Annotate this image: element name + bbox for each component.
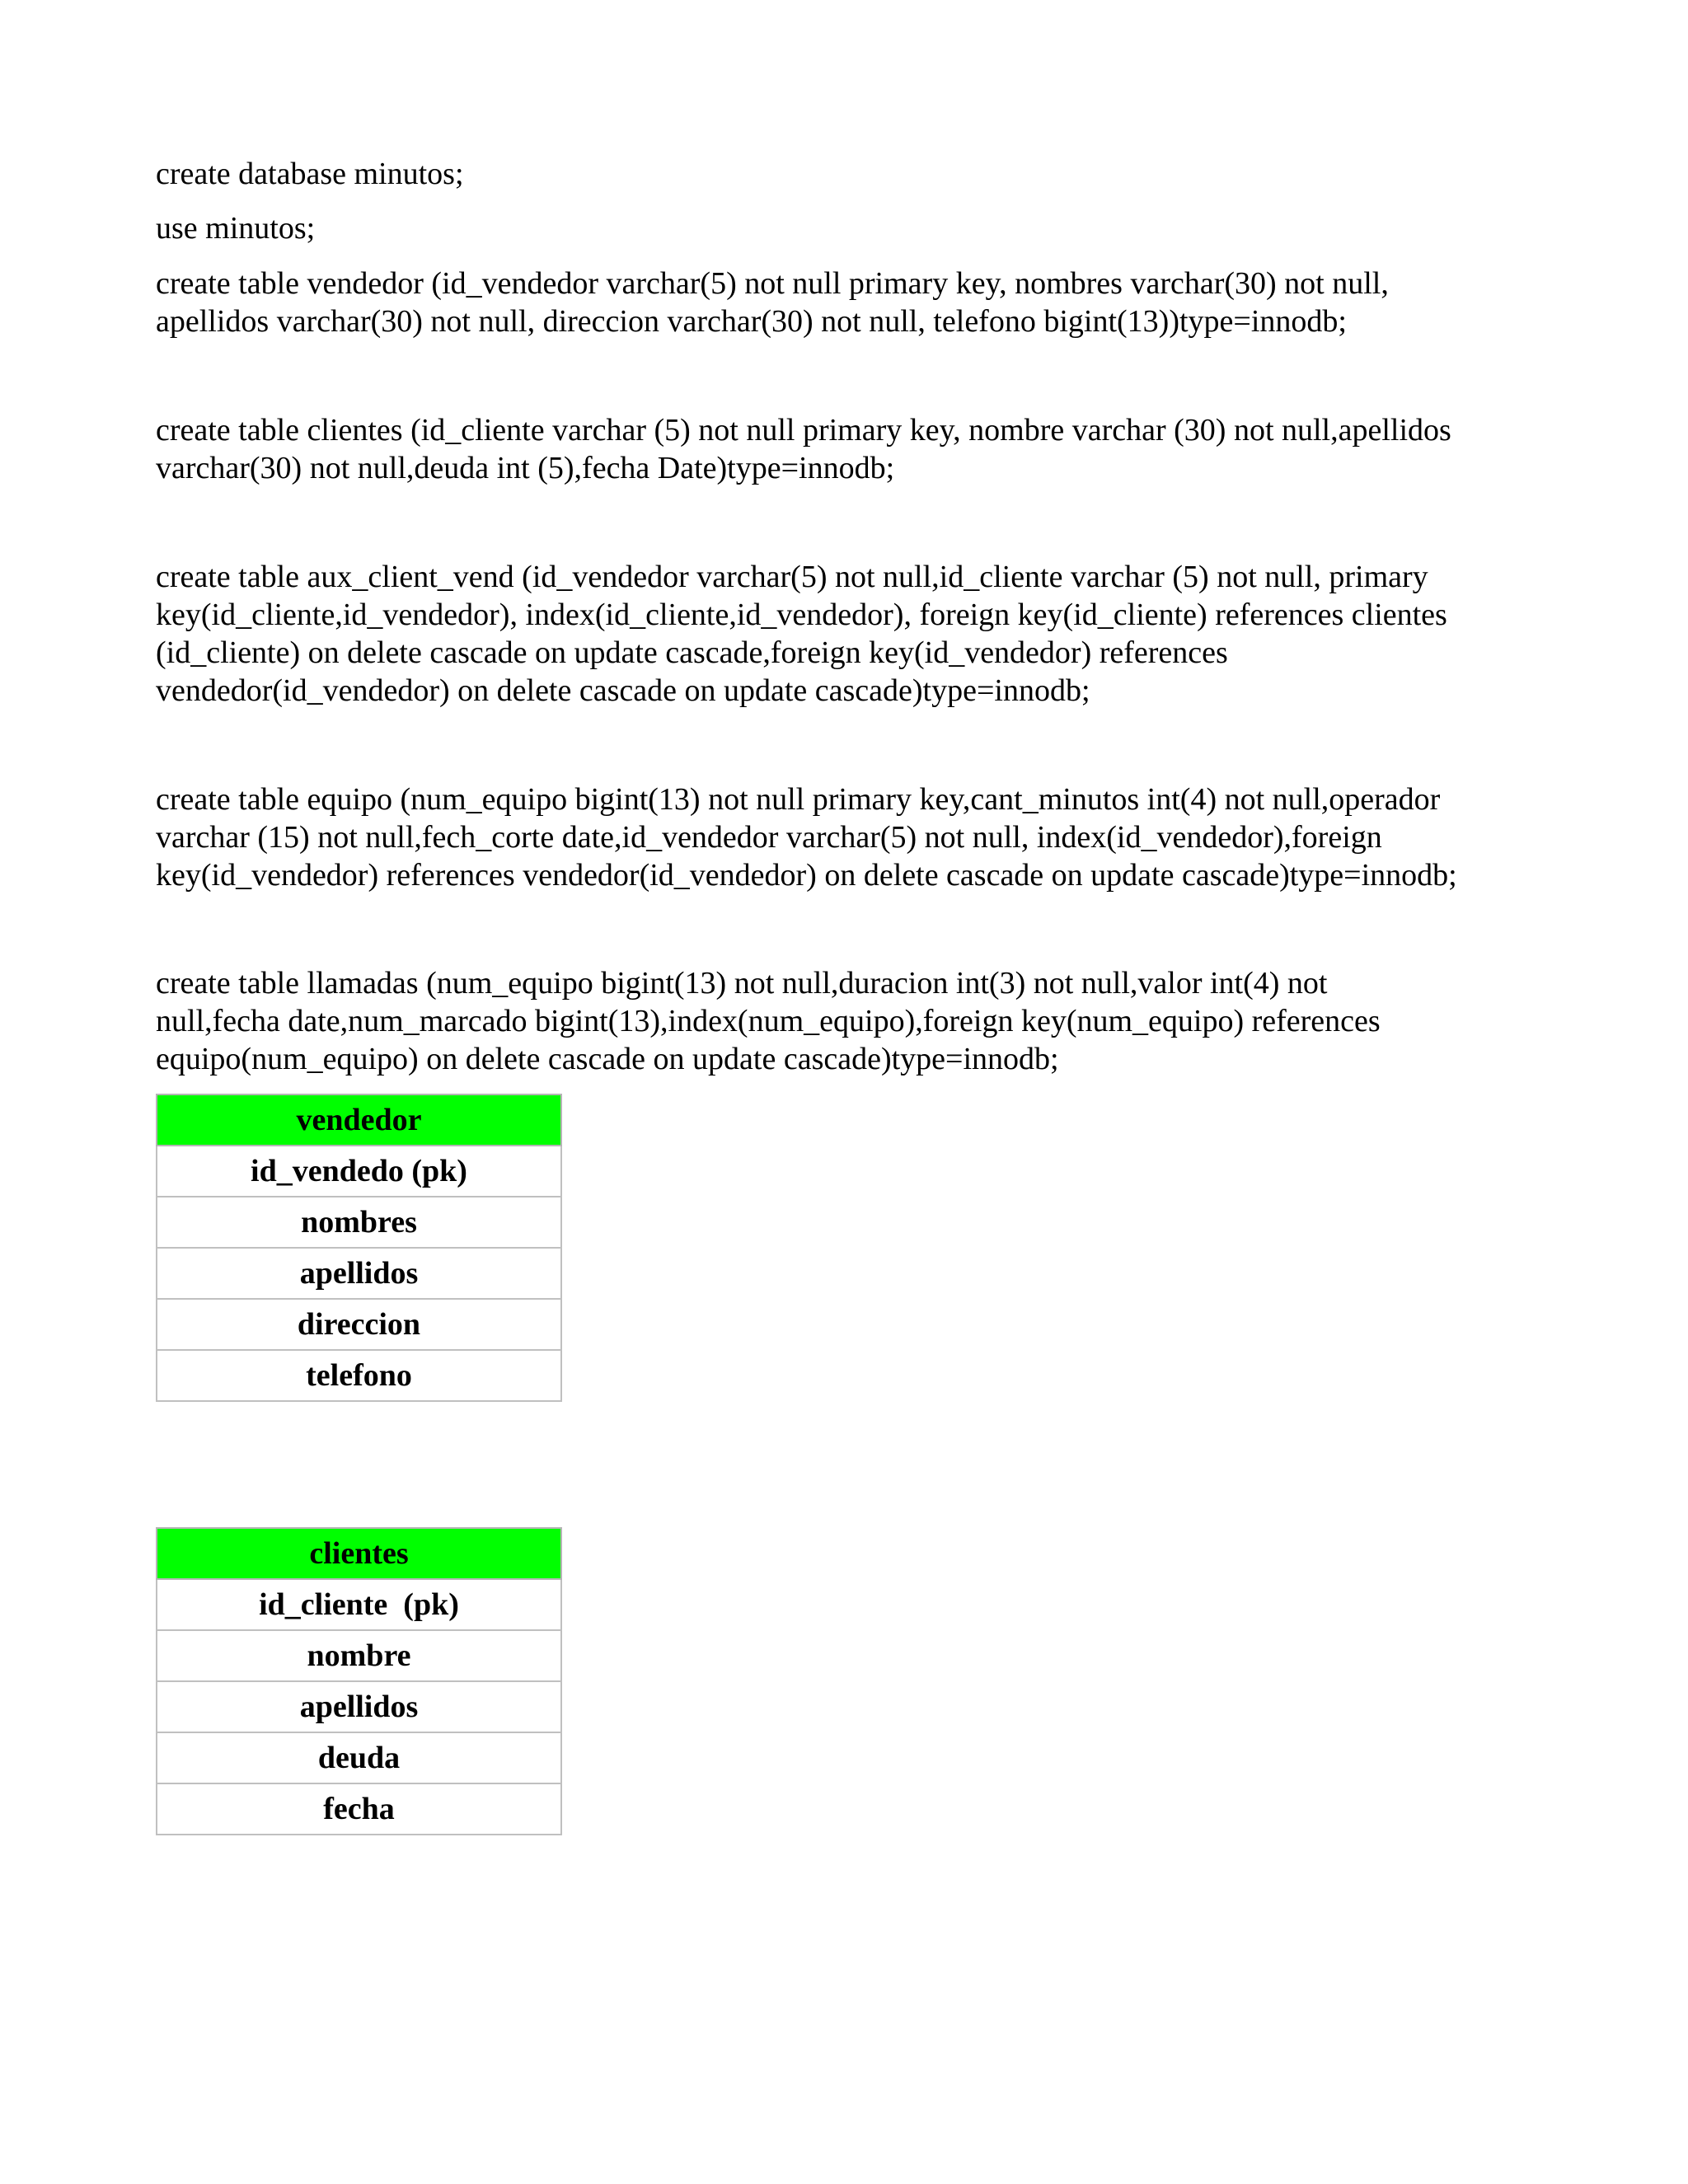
table-row xyxy=(157,1732,561,1783)
table-cell: id_vendedo (pk) xyxy=(157,1146,561,1197)
sql-line: create table equipo (num_equipo bigint(13) not null primary key,cant_minutos int(4) not null,operador xyxy=(156,782,1441,817)
sql-line: create table vendedor (id_vendedor varchar(5) not null primary key, nombres varchar(30) not null, xyxy=(156,266,1389,301)
table-row xyxy=(157,1146,561,1197)
sql-line: (id_cliente) on delete cascade on update cascade,foreign key(id_vendedor) references xyxy=(156,635,1228,670)
table-row xyxy=(157,1783,561,1835)
table-row xyxy=(157,1579,561,1630)
sql-line: create database minutos; xyxy=(156,157,464,191)
table-cell: telefono xyxy=(157,1350,561,1401)
sql-line: varchar(30) not null,deuda int (5),fecha Date)type=innodb; xyxy=(156,451,895,485)
table-cell: direccion xyxy=(157,1299,561,1350)
sql-line: use minutos; xyxy=(156,211,316,246)
sql-create-llamadas xyxy=(156,964,1557,1078)
table-cell: id_cliente (pk) xyxy=(157,1579,561,1630)
vendedor-entity-table xyxy=(156,1094,562,1402)
table-row xyxy=(157,1630,561,1681)
sql-line: key(id_cliente,id_vendedor), index(id_cliente,id_vendedor), foreign key(id_cliente) references clientes xyxy=(156,598,1447,632)
table-row xyxy=(157,1350,561,1401)
table-header-row xyxy=(157,1528,561,1579)
table-header: clientes xyxy=(157,1528,561,1579)
sql-use-database xyxy=(156,209,1557,247)
sql-line: equipo(num_equipo) on delete cascade on update cascade)type=innodb; xyxy=(156,1042,1059,1076)
table-cell: nombre xyxy=(157,1630,561,1681)
table-row xyxy=(157,1197,561,1248)
table-row xyxy=(157,1248,561,1299)
table-cell: deuda xyxy=(157,1732,561,1783)
table-row xyxy=(157,1299,561,1350)
sql-line: null,fecha date,num_marcado bigint(13),index(num_equipo),foreign key(num_equipo) references xyxy=(156,1004,1381,1038)
sql-create-equipo xyxy=(156,780,1557,894)
sql-line: create table aux_client_vend (id_vendedor varchar(5) not null,id_cliente varchar (5) not null, primary xyxy=(156,560,1428,594)
table-cell: apellidos xyxy=(157,1248,561,1299)
sql-line: key(id_vendedor) references vendedor(id_vendedor) on delete cascade on update cascade)type=innodb; xyxy=(156,858,1457,893)
sql-line: varchar (15) not null,fech_corte date,id_vendedor varchar(5) not null, index(id_vendedor),foreign xyxy=(156,820,1382,855)
table-row xyxy=(157,1681,561,1732)
table-header-row xyxy=(157,1094,561,1146)
table-cell: nombres xyxy=(157,1197,561,1248)
sql-line: vendedor(id_vendedor) on delete cascade on update cascade)type=innodb; xyxy=(156,673,1090,708)
clientes-entity-table xyxy=(156,1527,562,1835)
sql-create-vendedor xyxy=(156,265,1557,340)
sql-line: create table llamadas (num_equipo bigint(13) not null,duracion int(3) not null,valor int(4) not xyxy=(156,966,1328,1001)
sql-create-aux-client-vend xyxy=(156,558,1557,710)
sql-line: apellidos varchar(30) not null, direccion varchar(30) not null, telefono bigint(13))type=innodb; xyxy=(156,304,1347,339)
table-cell: fecha xyxy=(157,1783,561,1835)
sql-line: create table clientes (id_cliente varchar (5) not null primary key, nombre varchar (30) not null,apellidos xyxy=(156,413,1451,448)
sql-create-database xyxy=(156,155,1557,193)
table-header: vendedor xyxy=(157,1094,561,1146)
sql-create-clientes xyxy=(156,411,1557,487)
table-cell: apellidos xyxy=(157,1681,561,1732)
